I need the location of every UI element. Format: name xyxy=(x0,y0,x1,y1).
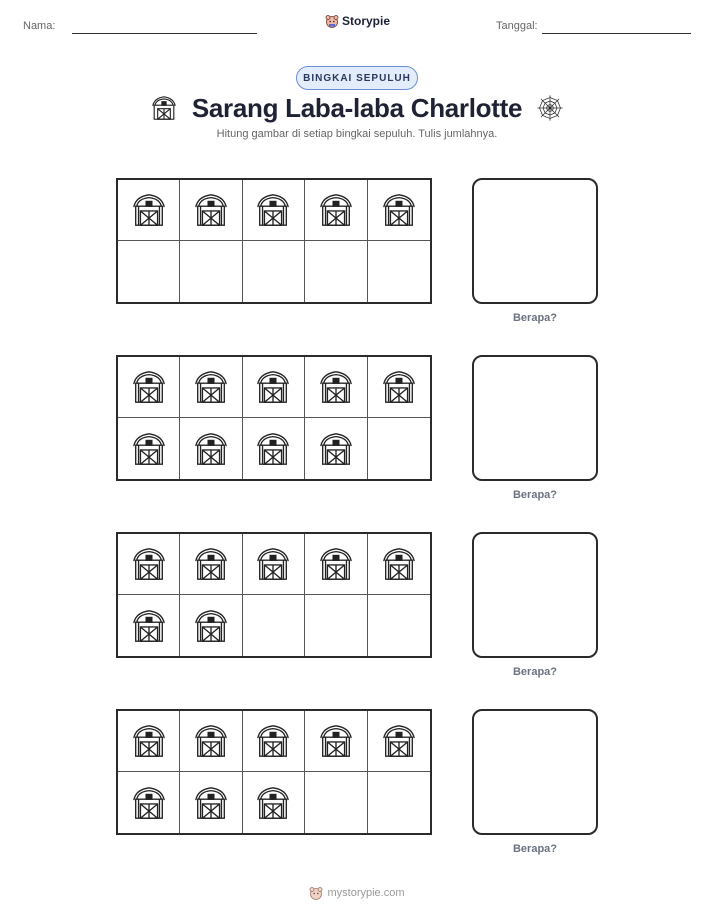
frame-cell xyxy=(118,595,180,656)
barn-icon xyxy=(380,368,418,406)
footer-url: mystorypie.com xyxy=(327,887,405,899)
brand-logo xyxy=(325,14,390,28)
frame-cell xyxy=(368,357,430,418)
frame-cell xyxy=(243,595,305,656)
spider-web-icon xyxy=(536,94,564,122)
answer-box-4[interactable] xyxy=(472,709,598,835)
answer-label-3: Berapa? xyxy=(512,666,558,678)
frame-cell xyxy=(305,534,367,595)
barn-icon xyxy=(254,784,292,822)
barn-icon xyxy=(254,368,292,406)
frame-cell xyxy=(118,357,180,418)
barn-icon xyxy=(192,784,230,822)
barn-icon xyxy=(192,607,230,645)
frame-cell xyxy=(368,711,430,772)
frame-cell xyxy=(368,595,430,656)
frame-cell xyxy=(180,357,242,418)
frame-cell xyxy=(180,595,242,656)
frame-cell xyxy=(118,711,180,772)
barn-icon xyxy=(254,430,292,468)
frame-cell xyxy=(118,534,180,595)
barn-icon xyxy=(192,430,230,468)
barn-icon xyxy=(130,545,168,583)
barn-icon xyxy=(254,722,292,760)
answer-box-2[interactable] xyxy=(472,355,598,481)
frame-cell xyxy=(243,241,305,302)
frame-cell xyxy=(180,418,242,479)
barn-icon xyxy=(130,722,168,760)
barn-icon xyxy=(317,191,355,229)
frame-cell xyxy=(368,180,430,241)
answer-box-3[interactable] xyxy=(472,532,598,658)
date-line[interactable] xyxy=(542,33,691,34)
frame-cell xyxy=(305,595,367,656)
frame-cell xyxy=(305,772,367,833)
frame-cell xyxy=(243,180,305,241)
barn-icon xyxy=(192,368,230,406)
storypie-mascot-icon xyxy=(309,886,323,900)
barn-icon xyxy=(317,368,355,406)
barn-icon xyxy=(380,722,418,760)
frame-cell xyxy=(118,180,180,241)
barn-icon xyxy=(254,545,292,583)
frame-cell xyxy=(180,241,242,302)
frame-cell xyxy=(118,241,180,302)
barn-icon xyxy=(254,191,292,229)
date-label: Tanggal: xyxy=(496,20,538,32)
frame-cell xyxy=(180,711,242,772)
worksheet-type-badge: BINGKAI SEPULUH xyxy=(296,66,418,90)
barn-icon xyxy=(150,94,178,122)
barn-icon xyxy=(130,607,168,645)
barn-icon xyxy=(317,430,355,468)
barn-icon xyxy=(130,368,168,406)
answer-label-2: Berapa? xyxy=(512,489,558,501)
barn-icon xyxy=(130,191,168,229)
barn-icon xyxy=(380,545,418,583)
answer-box-1[interactable] xyxy=(472,178,598,304)
answer-label-1: Berapa? xyxy=(512,312,558,324)
barn-icon xyxy=(130,430,168,468)
frame-cell xyxy=(243,711,305,772)
brand-name: Storypie xyxy=(342,14,391,28)
title-row xyxy=(0,90,714,126)
ten-frame-2 xyxy=(116,355,432,481)
name-label: Nama: xyxy=(23,20,56,32)
frame-cell xyxy=(118,418,180,479)
frame-cell xyxy=(305,711,367,772)
name-line[interactable] xyxy=(72,33,257,34)
frame-cell xyxy=(368,534,430,595)
frame-cell xyxy=(368,772,430,833)
frame-cell xyxy=(243,418,305,479)
ten-frame-3 xyxy=(116,532,432,658)
frame-cell xyxy=(118,772,180,833)
frame-cell xyxy=(305,357,367,418)
barn-icon xyxy=(192,722,230,760)
barn-icon xyxy=(130,784,168,822)
barn-icon xyxy=(317,545,355,583)
barn-icon xyxy=(192,191,230,229)
frame-cell xyxy=(305,418,367,479)
barn-icon xyxy=(192,545,230,583)
page-title: Sarang Laba-laba Charlotte xyxy=(191,92,523,123)
frame-cell xyxy=(368,418,430,479)
barn-icon xyxy=(380,191,418,229)
frame-cell xyxy=(180,534,242,595)
storypie-mascot-icon xyxy=(325,14,339,28)
frame-cell xyxy=(305,241,367,302)
instructions: Hitung gambar di setiap bingkai sepuluh. Tulis jumlahnya. xyxy=(216,128,498,140)
frame-cell xyxy=(368,241,430,302)
ten-frame-4 xyxy=(116,709,432,835)
barn-icon xyxy=(317,722,355,760)
frame-cell xyxy=(243,772,305,833)
answer-label-4: Berapa? xyxy=(512,843,558,855)
frame-cell xyxy=(180,772,242,833)
frame-cell xyxy=(243,534,305,595)
frame-cell xyxy=(243,357,305,418)
frame-cell xyxy=(180,180,242,241)
ten-frame-1 xyxy=(116,178,432,304)
footer xyxy=(0,886,714,900)
frame-cell xyxy=(305,180,367,241)
